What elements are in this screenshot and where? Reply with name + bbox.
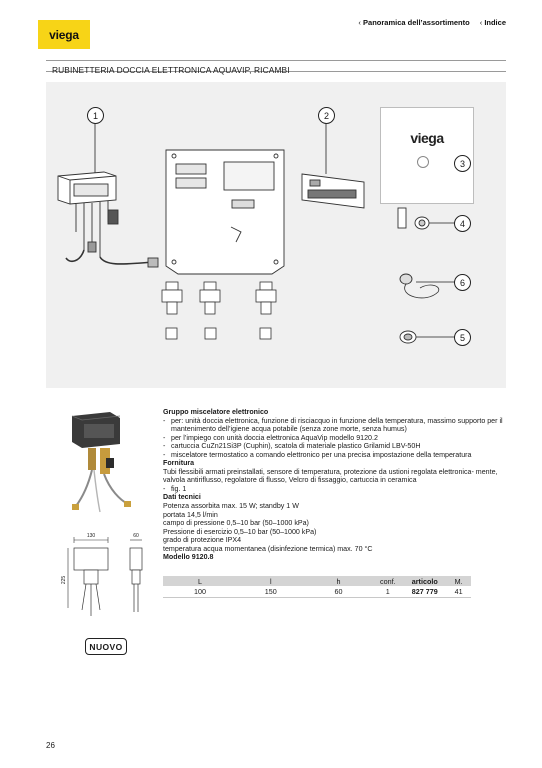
table-header-row: [163, 576, 471, 586]
chevron-left-icon: ‹: [479, 18, 483, 27]
cell-L: 100: [163, 586, 237, 597]
product-description: [163, 408, 513, 562]
dimension-drawing: [60, 530, 155, 625]
cell-h: 60: [305, 586, 373, 597]
spare-parts-figure: [46, 82, 506, 388]
tech-line: Pressione di esercizio 0,5–10 bar (50–1000 kPa): [163, 527, 317, 536]
bullet-item: - cartuccia CuZn21Si3P (Cuphin), scatola di materiale plastico Grilamid LBV-50H: [163, 442, 513, 451]
cell-m: 41: [446, 586, 471, 597]
col-header-conf: conf.: [372, 576, 403, 586]
cell-articolo[interactable]: 827 779: [403, 586, 446, 597]
col-header-h: h: [305, 576, 373, 586]
overview-link-label: Panoramica dell’assortimento: [363, 18, 470, 27]
mounting-plate-drawing: [162, 150, 284, 339]
ring-part-drawing: [400, 331, 416, 343]
product-photo: [64, 406, 134, 516]
model-label: Modello 9120.8: [163, 553, 214, 562]
callout-3: 3: [454, 155, 471, 172]
callout-2: 2: [318, 107, 335, 124]
bullet-item: - per: unità doccia elettronica, funzione di risciacquo in funzione della temperatura, massimo supporto per il mantenimento dell’igiene acqua potabile (senza zone morte, senza humus): [163, 417, 513, 434]
page-number: 26: [46, 741, 55, 750]
index-link-label: Indice: [484, 18, 506, 27]
col-header-L: L: [163, 576, 237, 586]
supply-text: Tubi flessibili armati preinstallati, sensore di temperatura, protezione da ustioni regolata elettronica- mente, valvola antiriflusso, regolatore di flusso, Velcro di fissaggio, cartuccia in ceramica: [163, 467, 498, 485]
bullet-item: - per l’impiego con unità doccia elettronica AquaVip modello 9120.2: [163, 434, 513, 443]
callout-4: 4: [454, 215, 471, 232]
overview-link[interactable]: [358, 18, 469, 27]
callout-6: 6: [454, 274, 471, 291]
chevron-left-icon: ‹: [358, 18, 361, 27]
supply-heading: Fornitura: [163, 459, 195, 468]
index-link[interactable]: [480, 18, 506, 27]
tech-line: portata 14,5 l/min: [163, 510, 218, 519]
col-header-articolo: articolo: [403, 576, 446, 586]
cell-l: 150: [237, 586, 305, 597]
tech-line: grado di protezione IPX4: [163, 536, 242, 545]
tech-line: temperatura acqua momentanea (disinfezione termica) max. 70 °C: [163, 544, 373, 553]
article-table: [163, 576, 471, 598]
section-title: RUBINETTERIA DOCCIA ELETTRONICA AQUAVIP, RICAMBI: [52, 65, 290, 75]
new-badge: NUOVO: [85, 638, 127, 655]
tech-line: campo di pressione 0,5–10 bar (50–1000 kPa): [163, 519, 309, 528]
dim-width-label: 130: [86, 533, 96, 539]
callout-1: 1: [87, 107, 104, 124]
col-header-m: M.: [446, 576, 471, 586]
supply-fig-ref: - fig. 1: [163, 485, 513, 494]
callout-5: 5: [454, 329, 471, 346]
bullet-item: - miscelatore termostatico a comando elettronico per una precisa impostazione della temperatura: [163, 451, 513, 460]
sensor-part-drawing: [400, 274, 439, 298]
cell-conf: 1: [372, 586, 403, 597]
col-header-l: l: [237, 576, 305, 586]
electronics-module-drawing: [302, 174, 364, 208]
logo-text: viega: [49, 27, 79, 42]
fitting-part-drawing: [398, 208, 429, 229]
tech-line: Potenza assorbita max. 15 W; standby 1 W: [163, 502, 299, 511]
tech-heading: Dati tecnici: [163, 493, 201, 502]
product-title: Gruppo miscelatore elettronico: [163, 408, 269, 416]
viega-logo[interactable]: [38, 20, 90, 49]
inset-wordmark: viega: [410, 130, 444, 146]
cover-ring-icon: [417, 156, 429, 168]
mixer-unit-drawing: [58, 172, 158, 267]
dim-depth-label: 60: [133, 533, 139, 539]
dim-height-label: 225: [61, 575, 67, 585]
top-navigation: [358, 18, 506, 27]
table-row: [163, 586, 471, 597]
